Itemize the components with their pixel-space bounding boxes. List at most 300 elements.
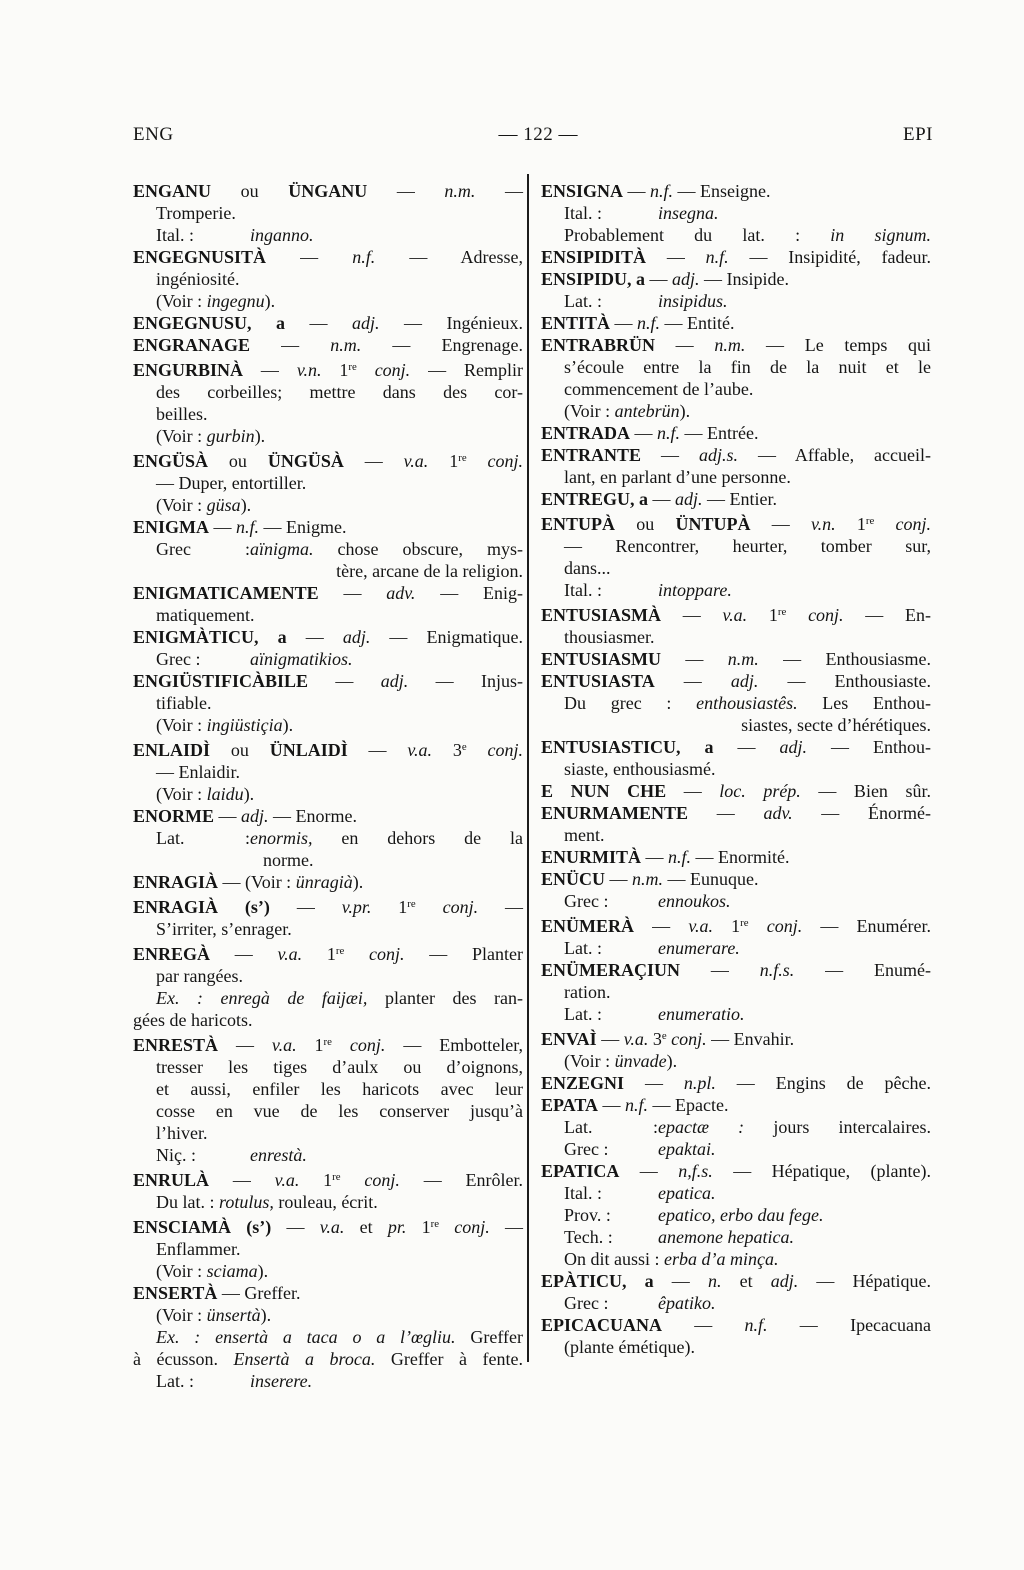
text-segment: (Voir : xyxy=(564,401,615,421)
entry-line xyxy=(541,312,931,334)
text-segment: Les Enthou- xyxy=(797,692,931,713)
headword: ENGEGNUSU, a xyxy=(133,313,286,333)
entry-line xyxy=(541,1072,931,1094)
entry-line xyxy=(541,1050,931,1072)
entry-line xyxy=(541,1336,931,1358)
headword: ENSIPIDU, a xyxy=(541,269,646,289)
dictionary-entry xyxy=(133,447,523,516)
entry-line xyxy=(133,736,523,761)
headword: ENGANU xyxy=(133,181,212,201)
text-segment: ). xyxy=(264,291,276,311)
entry-line xyxy=(133,516,523,538)
entry-line xyxy=(133,1144,523,1166)
dictionary-entry xyxy=(541,180,931,246)
text-segment: — Enlaidir. xyxy=(156,761,240,782)
text-segment: — xyxy=(666,780,720,801)
text-segment: à écusson. xyxy=(133,1348,234,1369)
text-segment: — Enorme. xyxy=(268,805,357,826)
text-segment: — xyxy=(269,896,342,917)
text-segment: ). xyxy=(257,1260,269,1281)
text-segment: l’hiver. xyxy=(156,1122,208,1143)
entry-line xyxy=(133,648,523,670)
entry-line xyxy=(541,422,931,444)
dictionary-entry xyxy=(541,601,931,648)
text-segment: — xyxy=(286,626,343,647)
text-segment: tère, arcane de la religion. xyxy=(336,560,523,581)
text-segment: ). xyxy=(254,425,266,446)
text-segment: n.m. xyxy=(714,335,746,355)
text-segment: ou xyxy=(208,450,268,471)
text-segment: — Embotteler, xyxy=(385,1034,524,1055)
text-segment: anemone hepatica. xyxy=(658,1226,794,1247)
text-segment: adj. xyxy=(342,626,371,647)
text-segment: Niç. : xyxy=(156,1144,196,1165)
headword: ENGÜSÀ xyxy=(133,450,209,471)
entry-line xyxy=(133,918,523,940)
text-segment: et xyxy=(344,1216,388,1237)
text-segment: re xyxy=(335,944,345,957)
dictionary-entry xyxy=(541,802,931,846)
text-segment: conj. xyxy=(349,1034,386,1055)
dictionary-entry xyxy=(541,444,931,488)
text-segment: planter des ran- xyxy=(367,987,523,1008)
dictionary-entry xyxy=(541,1072,931,1094)
text-segment: n.f. xyxy=(352,247,376,267)
headword: ENSIGNA xyxy=(541,181,624,201)
headword: ENTUSIASTICU, a xyxy=(541,736,714,757)
entry-line xyxy=(133,670,523,692)
text-segment: — Enrôler. xyxy=(399,1169,524,1190)
text-segment: chose obscure, mys- xyxy=(313,538,523,559)
entry-line xyxy=(541,736,931,758)
entry-line xyxy=(133,871,523,893)
text-segment: Ensertà a broca. xyxy=(233,1348,376,1369)
text-segment: — xyxy=(271,1216,320,1237)
headword: ENTUSIASTA xyxy=(541,670,655,691)
text-segment: Grec : xyxy=(156,538,250,559)
entry-line xyxy=(541,937,931,959)
text-segment: — Énormé- xyxy=(792,802,931,823)
text-segment: v.a. xyxy=(407,739,433,760)
text-segment: Grec : xyxy=(156,648,201,669)
text-segment: 1 xyxy=(747,604,778,625)
text-segment: Lat. : xyxy=(156,1370,194,1391)
text-segment: re xyxy=(407,897,416,910)
text-segment: et xyxy=(721,1270,771,1291)
entry-line xyxy=(133,538,523,560)
text-segment: conj. xyxy=(364,1169,400,1190)
text-segment: — Insipide. xyxy=(699,269,790,289)
text-segment: Prov. : xyxy=(564,1204,611,1225)
text-segment: e xyxy=(461,740,467,753)
entry-line xyxy=(541,1025,931,1050)
entry-line xyxy=(133,268,523,290)
headword: ENURMAMENTE xyxy=(541,802,688,823)
headword: ENSERTÀ xyxy=(133,1282,218,1303)
text-segment: — En- xyxy=(843,604,932,625)
headword: ENSCIAMÀ (s’) xyxy=(133,1216,272,1237)
dictionary-entry xyxy=(541,736,931,780)
entry-line xyxy=(133,893,523,918)
text-segment xyxy=(467,451,488,471)
text-segment: v.pr. xyxy=(341,896,372,917)
entry-line xyxy=(133,1122,523,1144)
dictionary-entry xyxy=(133,312,523,334)
text-segment: insipidus. xyxy=(658,291,728,311)
dictionary-entry xyxy=(133,356,523,447)
text-segment: — Enthousiasme. xyxy=(758,648,931,669)
headword: ENTUSIASMU xyxy=(541,648,662,669)
entry-line xyxy=(541,1292,931,1314)
entry-line xyxy=(133,403,523,425)
text-segment: n.pl. xyxy=(683,1072,716,1093)
entry-line xyxy=(541,824,931,846)
text-segment: adj. xyxy=(352,313,380,333)
text-segment: ou xyxy=(615,513,676,534)
dictionary-entry xyxy=(541,1314,931,1358)
text-segment: siaste, enthousiasmé. xyxy=(564,758,716,779)
entry-line xyxy=(541,1116,931,1138)
entry-line xyxy=(133,783,523,805)
dictionary-entry xyxy=(541,648,931,670)
text-segment: — Adresse, xyxy=(375,247,523,267)
headword: EPATA xyxy=(541,1094,598,1115)
text-segment: (Voir : xyxy=(156,425,207,446)
text-segment: siastes, secte d’hérétiques. xyxy=(741,714,931,735)
entry-line xyxy=(133,1166,523,1191)
text-segment: conj. xyxy=(369,943,405,964)
text-segment: n.m. xyxy=(330,335,362,355)
headword: ENGRANAGE xyxy=(133,335,251,355)
dictionary-entry xyxy=(133,940,523,1031)
text-segment: — Entité. xyxy=(660,313,735,333)
text-segment: — Epacte. xyxy=(648,1094,729,1115)
text-segment: ration. xyxy=(564,981,611,1002)
entry-line xyxy=(541,802,931,824)
text-segment: — xyxy=(713,736,780,757)
entry-line xyxy=(133,987,523,1009)
dictionary-entry xyxy=(133,582,523,626)
entry-line xyxy=(133,425,523,447)
entry-line xyxy=(133,1260,523,1282)
text-segment: (Voir : xyxy=(156,1260,207,1281)
text-segment: v.n. xyxy=(810,513,836,534)
entry-line xyxy=(133,1009,523,1031)
headword: EPATICA xyxy=(541,1160,620,1181)
headword: ENREGÀ xyxy=(133,943,211,964)
entry-line xyxy=(133,965,523,987)
text-segment xyxy=(416,897,443,917)
headword: E NUN CHE xyxy=(541,780,667,801)
entry-line xyxy=(541,1314,931,1336)
entry-line xyxy=(133,246,523,268)
text-segment: — xyxy=(250,335,331,355)
text-segment: epactæ : xyxy=(658,1116,745,1137)
text-segment: n.f. xyxy=(668,846,692,867)
text-segment: — Ipecacuana xyxy=(767,1314,931,1335)
entry-line xyxy=(541,714,931,736)
dictionary-entry xyxy=(133,180,523,246)
page-number: — 122 — xyxy=(498,124,579,145)
entry-line xyxy=(133,761,523,783)
text-segment: Lat. : xyxy=(564,937,602,958)
dictionary-entry xyxy=(133,805,523,871)
entry-line xyxy=(133,381,523,403)
text-segment: Lat. : xyxy=(564,1116,658,1137)
entry-line xyxy=(541,1226,931,1248)
text-segment: des corbeilles; mettre dans des cor- xyxy=(156,381,523,402)
entry-line xyxy=(541,202,931,224)
dictionary-entry xyxy=(133,670,523,736)
text-segment: — xyxy=(367,181,445,201)
text-segment: conj. xyxy=(487,450,524,471)
dictionary-entry xyxy=(541,868,931,912)
text-segment: n.f. xyxy=(705,247,729,267)
dictionary-entry xyxy=(541,268,931,312)
right-column xyxy=(541,180,931,1358)
text-segment: Grec : xyxy=(564,890,609,911)
entry-line xyxy=(541,557,931,579)
text-segment: adj. xyxy=(675,489,703,509)
text-segment: aïnigma. xyxy=(250,538,314,559)
text-segment: conj. xyxy=(671,1028,707,1049)
entry-line xyxy=(541,579,931,601)
page-header xyxy=(133,124,933,146)
dictionary-entry xyxy=(541,1094,931,1160)
entry-line xyxy=(541,868,931,890)
text-segment: 3 xyxy=(432,739,462,760)
dictionary-entry xyxy=(133,736,523,805)
text-segment: — xyxy=(210,943,278,964)
text-segment: (Voir : xyxy=(156,291,207,311)
entry-line xyxy=(133,805,523,827)
headword: ENIGMA xyxy=(133,516,209,537)
entry-line xyxy=(133,827,523,849)
text-segment: 1 xyxy=(299,1169,333,1190)
entry-line xyxy=(133,1348,523,1370)
text-segment: — Engrenage. xyxy=(361,335,523,355)
text-segment: Tech. : xyxy=(564,1226,613,1247)
text-segment: — xyxy=(641,445,699,465)
entry-line xyxy=(541,981,931,1003)
entry-line xyxy=(541,1003,931,1025)
entry-line xyxy=(133,1031,523,1056)
entry-line xyxy=(541,488,931,510)
text-segment: ünsertà xyxy=(206,1304,261,1325)
dictionary-entry xyxy=(541,780,931,802)
text-segment: v.a. xyxy=(277,943,303,964)
text-segment: par rangées. xyxy=(156,965,243,986)
text-segment: n,f.s. xyxy=(678,1160,713,1181)
text-segment: 1 xyxy=(428,450,459,471)
entry-line xyxy=(133,560,523,582)
text-segment: re xyxy=(740,916,749,929)
headword: ENÜMERAÇIUN xyxy=(541,959,680,980)
entry-line xyxy=(541,268,931,290)
entry-line xyxy=(541,626,931,648)
headword: ENZEGNI xyxy=(541,1072,625,1093)
text-segment: n.f. xyxy=(625,1094,649,1115)
entry-line xyxy=(541,444,931,466)
text-segment: Tromperie. xyxy=(156,203,236,223)
entry-line xyxy=(133,224,523,246)
text-segment: — Enigmatique. xyxy=(370,626,523,647)
dictionary-entry xyxy=(541,422,931,444)
text-segment: — Hépatique. xyxy=(798,1270,932,1291)
headword: ENLAIDÌ xyxy=(133,739,211,760)
text-segment: enormis, xyxy=(250,827,313,848)
entry-line xyxy=(541,1270,931,1292)
text-segment xyxy=(357,360,375,380)
text-segment: (Voir : xyxy=(156,1304,207,1325)
dictionary-entry xyxy=(133,334,523,356)
entry-line xyxy=(541,1160,931,1182)
entry-line xyxy=(133,1056,523,1078)
text-segment: commencement de l’aube. xyxy=(564,379,754,399)
text-segment: — Ingénieux. xyxy=(379,313,523,333)
entry-line xyxy=(541,400,931,422)
dictionary-entry xyxy=(541,312,931,334)
text-segment: — xyxy=(619,1160,679,1181)
entry-line xyxy=(541,758,931,780)
dictionary-entry xyxy=(133,626,523,670)
text-segment: v.a. xyxy=(623,1028,649,1049)
text-segment: et aussi, enfiler les haricots avec leur xyxy=(156,1078,523,1099)
text-segment: adj.s. xyxy=(698,445,738,465)
text-segment: — xyxy=(209,1169,275,1190)
text-segment: — Entrée. xyxy=(680,423,759,443)
text-segment: 1 xyxy=(712,915,741,936)
entry-line xyxy=(541,1138,931,1160)
text-segment: jours intercalaires. xyxy=(744,1116,931,1137)
text-segment: n.f. xyxy=(236,516,260,537)
text-segment: — xyxy=(634,915,689,936)
text-segment: Enflammer. xyxy=(156,1238,241,1259)
text-segment: enrestà. xyxy=(250,1144,307,1165)
text-segment: rouleau, écrit. xyxy=(273,1191,378,1212)
text-segment xyxy=(344,944,369,964)
dictionary-entry xyxy=(541,670,931,736)
header-right-word: EPI xyxy=(903,124,933,145)
entry-line xyxy=(541,648,931,670)
text-segment: adj. xyxy=(730,670,759,691)
entry-line xyxy=(133,1100,523,1122)
text-segment: lant, en parlant d’une personne. xyxy=(564,467,791,487)
dictionary-entry xyxy=(133,1166,523,1213)
left-column xyxy=(133,180,523,1392)
dictionary-entry xyxy=(541,488,931,510)
dictionary-entry xyxy=(541,912,931,959)
text-segment: — xyxy=(624,1072,684,1093)
text-segment: — Enumé- xyxy=(794,959,931,980)
entry-line xyxy=(133,356,523,381)
text-segment: n.f.s. xyxy=(759,959,795,980)
text-segment: Lat. : xyxy=(564,291,602,311)
text-segment: conj. xyxy=(895,513,932,534)
entry-line xyxy=(133,312,523,334)
headword: ENORME xyxy=(133,805,214,826)
text-segment: aïnigmatikios. xyxy=(250,648,353,669)
text-segment: conj. xyxy=(454,1216,490,1237)
text-segment: re xyxy=(323,1035,332,1048)
text-segment xyxy=(749,916,767,936)
text-segment: — (Voir : xyxy=(218,871,296,892)
text-segment: ÜNTUPÀ xyxy=(675,513,751,534)
text-segment: n. xyxy=(707,1270,722,1291)
entry-line xyxy=(133,1326,523,1348)
entry-line xyxy=(133,447,523,472)
text-segment: inganno. xyxy=(250,225,314,245)
text-segment: — Enumérer. xyxy=(802,915,932,936)
text-segment: cosse en vue de les conserver jusqu’à xyxy=(156,1100,523,1121)
text-segment xyxy=(786,605,808,625)
dictionary-entry xyxy=(133,1282,523,1392)
entry-line xyxy=(541,510,931,535)
text-segment: erba d’a minça. xyxy=(664,1248,779,1269)
text-segment: ÜNGANU xyxy=(288,181,368,201)
text-segment: tresser les tiges d’aulx ou d’oignons, xyxy=(156,1056,523,1077)
text-segment xyxy=(874,514,895,534)
entry-line xyxy=(133,1213,523,1238)
headword: ENRESTÀ xyxy=(133,1034,219,1055)
headword: ENÜMERÀ xyxy=(541,915,634,936)
text-segment: Greffer à fente. xyxy=(375,1348,524,1369)
text-segment: insegna. xyxy=(658,203,719,223)
text-segment: n.m. xyxy=(727,648,759,669)
text-segment: n.f. xyxy=(744,1314,768,1335)
text-segment: re xyxy=(332,1170,341,1183)
text-segment: — xyxy=(475,181,524,201)
text-segment: güsa xyxy=(206,494,241,515)
entry-line xyxy=(541,912,931,937)
text-segment: adj. xyxy=(770,1270,799,1291)
text-segment: — xyxy=(680,959,760,980)
column-divider xyxy=(527,174,529,1362)
text-segment: — Envahir. xyxy=(706,1028,795,1049)
text-segment: — xyxy=(478,896,523,917)
text-segment: matiquement. xyxy=(156,604,255,625)
dictionary-entry xyxy=(541,246,931,268)
text-segment: Ex. : enregà de faijæi, xyxy=(156,987,368,1008)
text-segment: 1 xyxy=(406,1216,431,1237)
text-segment: 3 xyxy=(648,1028,662,1049)
headword: ENIGMÀTICU, a xyxy=(133,626,287,647)
dictionary-entry xyxy=(541,1270,931,1314)
text-segment: ingiüstiçia xyxy=(206,714,283,735)
text-segment: en dehors de la xyxy=(312,827,523,848)
text-segment: — Eunuque. xyxy=(663,868,759,889)
entry-line xyxy=(541,846,931,868)
text-segment: — Enigme. xyxy=(259,516,347,537)
text-segment: Ital. : xyxy=(564,579,602,600)
text-segment: conj. xyxy=(487,739,524,760)
headword: ENTRABRÜN xyxy=(541,335,656,355)
text-segment: — Rencontrer, heurter, tomber sur, xyxy=(564,535,931,556)
dictionary-entry xyxy=(133,871,523,893)
text-segment: Du grec : xyxy=(564,692,697,713)
text-segment: — Enig- xyxy=(415,582,523,603)
header-left-word: ENG xyxy=(133,124,174,145)
text-segment: ). xyxy=(666,1050,678,1071)
text-segment: conj. xyxy=(374,359,411,380)
text-segment: laidu xyxy=(206,783,244,804)
entry-line xyxy=(133,180,523,202)
text-segment: — Affable, accueil- xyxy=(737,445,931,465)
text-segment: 1 xyxy=(302,943,336,964)
text-segment: n.m. xyxy=(632,868,664,889)
text-segment: v.a. xyxy=(722,604,748,625)
text-segment: re xyxy=(458,451,467,464)
